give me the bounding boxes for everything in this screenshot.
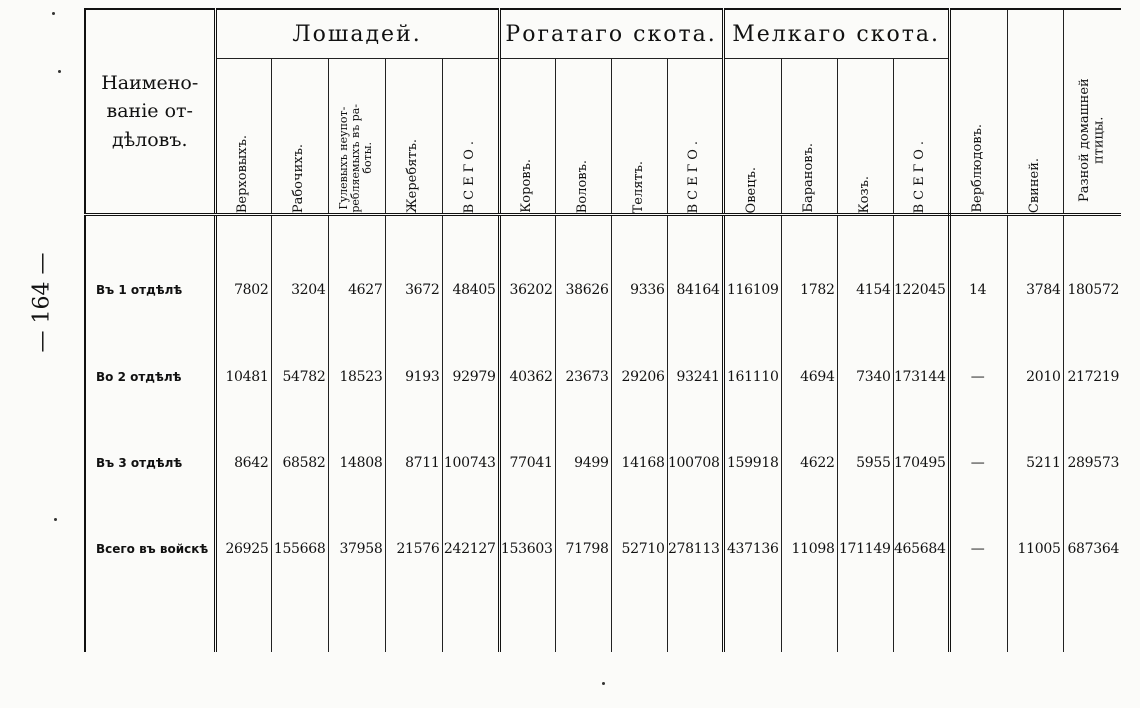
table-row-total (85, 506, 1121, 592)
table-cell: 171149 (837, 506, 893, 592)
column-header: Телятъ. (611, 59, 667, 215)
table-cell: 38626 (555, 215, 611, 335)
scan-speck (52, 12, 55, 15)
row-label: Въ 3 отдѣлѣ (85, 420, 215, 506)
column-header: Барановъ. (781, 59, 837, 215)
table-cell: 71798 (555, 506, 611, 592)
table-cell: 3204 (271, 215, 328, 335)
table-cell: 7802 (215, 215, 271, 335)
table-cell: 3784 (1007, 215, 1063, 335)
table-cell: 3672 (385, 215, 442, 335)
table-cell: 155668 (271, 506, 328, 592)
column-header: Гулевыхъ неупот- ребляемыхъ въ ра- боты. (328, 59, 385, 215)
table-cell: 26925 (215, 506, 271, 592)
table-cell: 4694 (781, 334, 837, 420)
table-cell: 8642 (215, 420, 271, 506)
table-cell: 173144 (893, 334, 949, 420)
table-cell: 4154 (837, 215, 893, 335)
column-header: ВСЕГО. (893, 59, 949, 215)
table-cell: 5955 (837, 420, 893, 506)
table-cell: 37958 (328, 506, 385, 592)
table-cell: 11098 (781, 506, 837, 592)
column-header: Воловъ. (555, 59, 611, 215)
table-cell: 92979 (442, 334, 499, 420)
table-cell: 29206 (611, 334, 667, 420)
row-label: Во 2 отдѣлѣ (85, 334, 215, 420)
table-cell: 180572 (1063, 215, 1121, 335)
table-cell: 14 (949, 215, 1007, 335)
table-cell: 7340 (837, 334, 893, 420)
column-header: Разной домашней птицы. (1063, 9, 1121, 215)
table-cell: 14168 (611, 420, 667, 506)
table-cell: 5211 (1007, 420, 1063, 506)
table-cell: 68582 (271, 420, 328, 506)
column-header: Коровъ. (499, 59, 555, 215)
table-cell: 100708 (667, 420, 723, 506)
row-label: Всего въ войскѣ (85, 506, 215, 592)
table-cell: 9193 (385, 334, 442, 420)
table-cell: — (949, 506, 1007, 592)
column-header: ВСЕГО. (442, 59, 499, 215)
table-cell: 11005 (1007, 506, 1063, 592)
row-label: Въ 1 отдѣлѣ (85, 215, 215, 335)
scan-speck (58, 70, 61, 73)
table-cell: 93241 (667, 334, 723, 420)
column-header: Козъ. (837, 59, 893, 215)
table-cell: 1782 (781, 215, 837, 335)
table-cell: 84164 (667, 215, 723, 335)
scan-speck (54, 518, 57, 521)
column-header: Верховыхъ. (215, 59, 271, 215)
table-cell: 278113 (667, 506, 723, 592)
table-cell: 40362 (499, 334, 555, 420)
column-header: Рабочихъ. (271, 59, 328, 215)
table-cell: 122045 (893, 215, 949, 335)
column-header-name: Наимено- ваніе от- дѣловъ. (85, 9, 215, 215)
table-cell: 23673 (555, 334, 611, 420)
table-cell: 54782 (271, 334, 328, 420)
column-header: ВСЕГО. (667, 59, 723, 215)
column-header: Овецъ. (723, 59, 781, 215)
livestock-table (84, 8, 1121, 652)
table-cell: 159918 (723, 420, 781, 506)
table-cell: 153603 (499, 506, 555, 592)
table-tail-rule (85, 592, 1121, 652)
column-header: Верблюдовъ. (949, 9, 1007, 215)
page-number: — 164 — (29, 252, 55, 353)
scan-speck (602, 682, 605, 685)
table-cell: 48405 (442, 215, 499, 335)
table-row (85, 334, 1121, 420)
group-header-cattle: Рогатаго скота. (499, 9, 723, 59)
table-row (85, 215, 1121, 335)
table-cell: — (949, 334, 1007, 420)
column-header: Свиней. (1007, 9, 1063, 215)
table-row (85, 420, 1121, 506)
table-cell: 9499 (555, 420, 611, 506)
column-header: Жеребятъ. (385, 59, 442, 215)
table-cell: 14808 (328, 420, 385, 506)
group-header-small-livestock: Мелкаго скота. (723, 9, 949, 59)
header-row-groups (85, 9, 1121, 59)
table-cell: 100743 (442, 420, 499, 506)
table-cell: 242127 (442, 506, 499, 592)
table-cell: 217219 (1063, 334, 1121, 420)
table-cell: 4627 (328, 215, 385, 335)
table-cell: 8711 (385, 420, 442, 506)
table-cell: 687364 (1063, 506, 1121, 592)
table-cell: 77041 (499, 420, 555, 506)
table-cell: 18523 (328, 334, 385, 420)
table-cell: 52710 (611, 506, 667, 592)
table-cell: 289573 (1063, 420, 1121, 506)
table-cell: 2010 (1007, 334, 1063, 420)
table-cell: 116109 (723, 215, 781, 335)
table-cell: 10481 (215, 334, 271, 420)
table-cell: 21576 (385, 506, 442, 592)
table-cell: 4622 (781, 420, 837, 506)
table-cell: 437136 (723, 506, 781, 592)
table-cell: 9336 (611, 215, 667, 335)
table-cell: 465684 (893, 506, 949, 592)
table-cell: 161110 (723, 334, 781, 420)
table-cell: 170495 (893, 420, 949, 506)
table-cell: — (949, 420, 1007, 506)
table-cell: 36202 (499, 215, 555, 335)
group-header-horses: Лошадей. (215, 9, 499, 59)
